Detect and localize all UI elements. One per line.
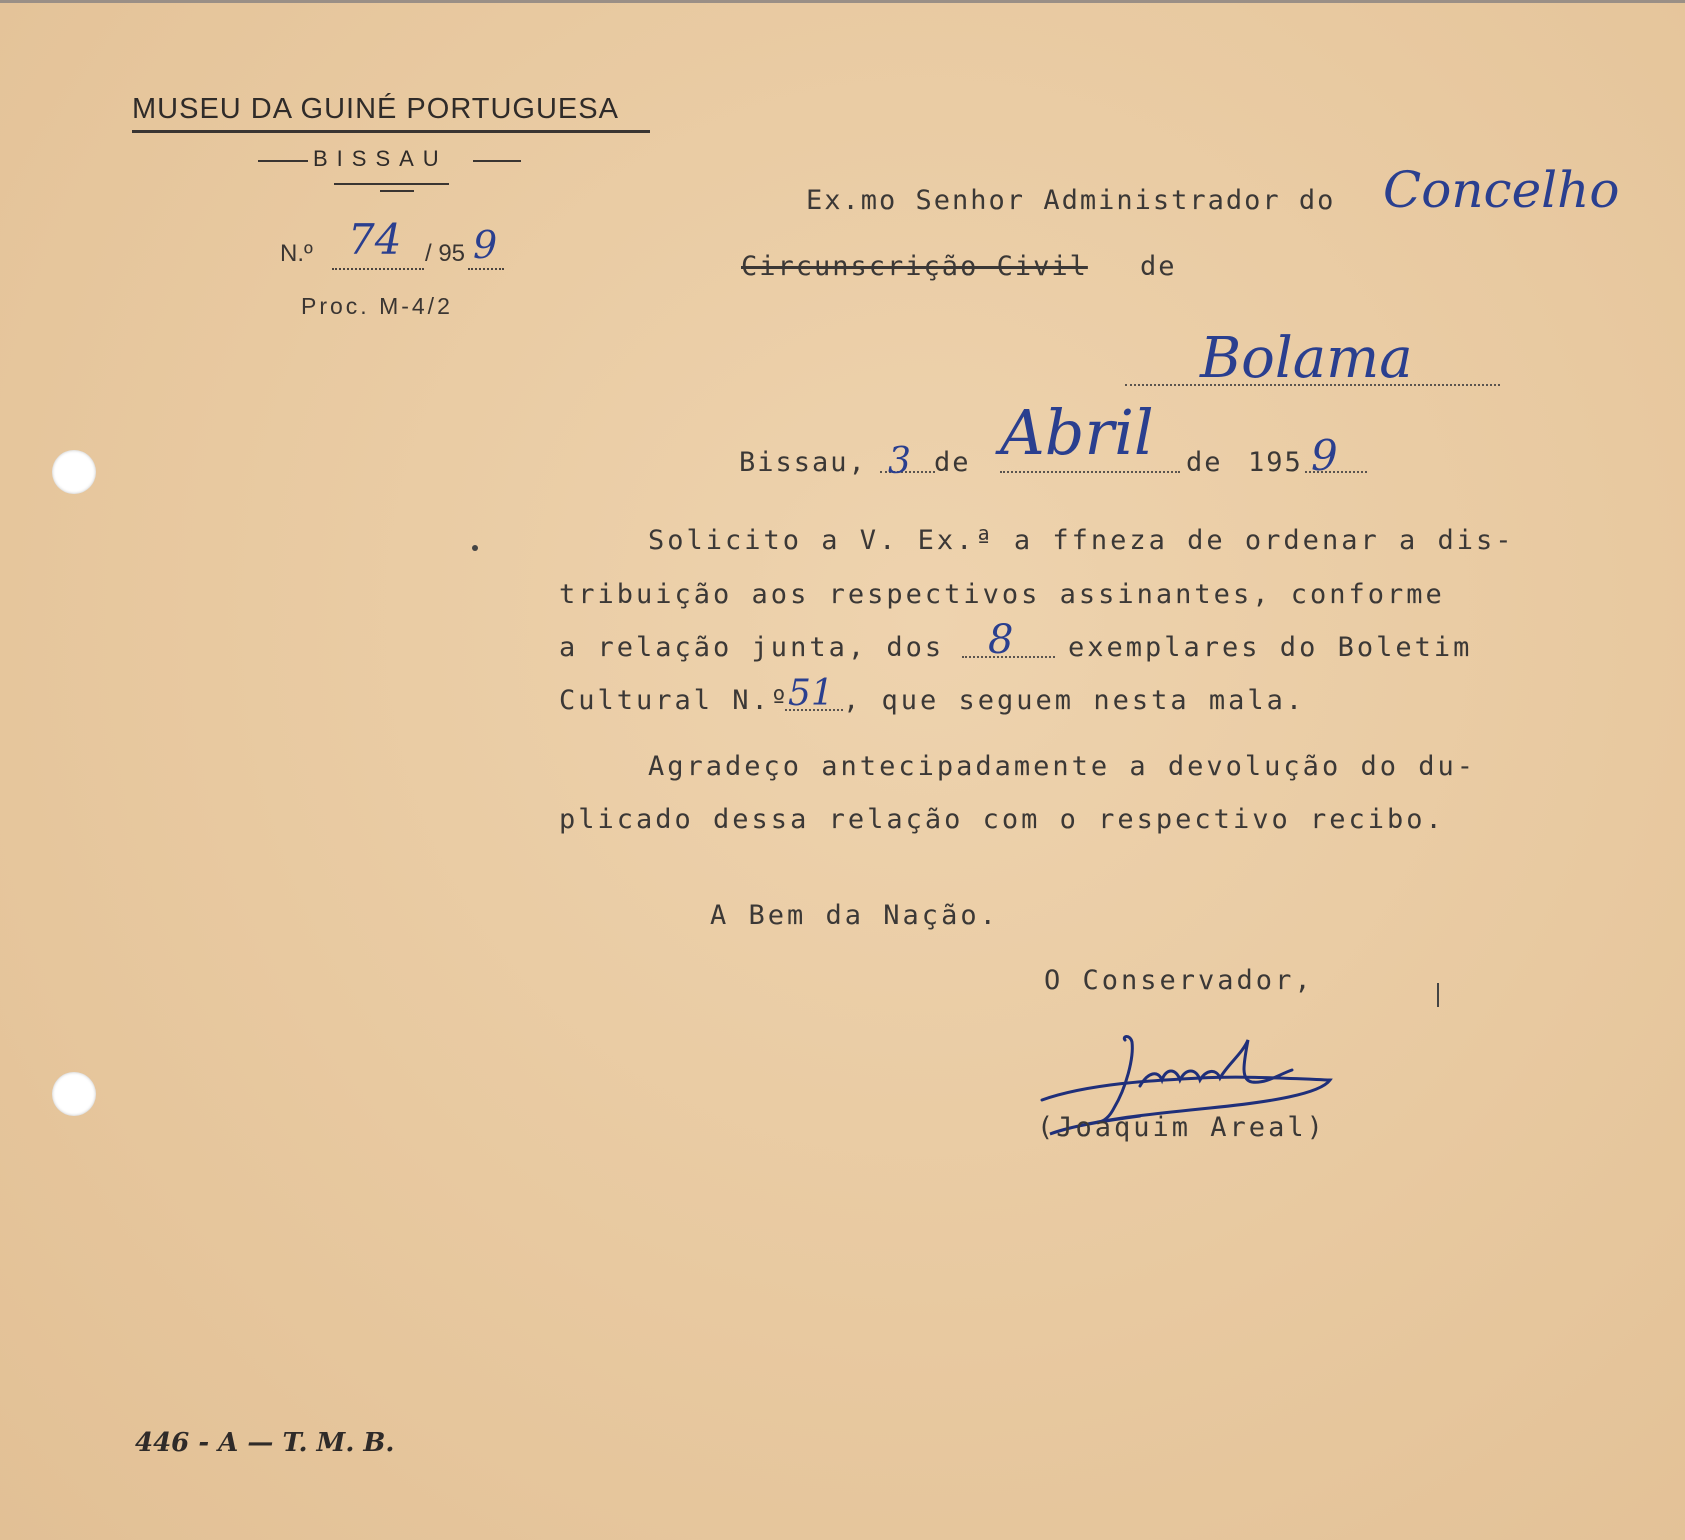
city-underline-short	[380, 190, 414, 192]
reference-number-dots	[332, 268, 424, 270]
city-rule-left	[258, 160, 308, 162]
signatory-title: O Conservador,	[1044, 965, 1314, 996]
date-de-2: de	[1186, 447, 1223, 478]
body-line-5: Agradeço antecipadamente a devolução do du-	[648, 751, 1476, 782]
copies-count: 8	[988, 617, 1014, 663]
body-line-3-after: exemplares do Boletim	[1068, 632, 1473, 663]
city-underline	[334, 183, 449, 185]
signatory-name: (Joaquim Areal)	[1037, 1112, 1326, 1143]
pencil-tick	[1437, 983, 1439, 1007]
date-month-dots	[1000, 471, 1180, 473]
reference-year-handwritten: 9	[473, 223, 498, 267]
body-line-6: plicado dessa relação com o respectivo recibo.	[559, 804, 1445, 835]
bulletin-number: 51	[788, 673, 834, 714]
city-name: BISSAU	[313, 146, 448, 171]
reference-year-dots	[468, 268, 504, 270]
struck-jurisdiction: Circunscrição Civil	[741, 251, 1088, 282]
reference-number-value: 74	[348, 215, 402, 264]
place-handwritten: Bolama	[1200, 326, 1413, 391]
closing-motto: A Bem da Nação.	[710, 900, 999, 931]
body-line-4-before: Cultural N.º	[559, 685, 791, 716]
process-reference: Proc. M-4/2	[301, 293, 453, 319]
body-line-2: tribuição aos respectivos assinantes, conforme	[559, 579, 1445, 610]
body-line-1: Solicito a V. Ex.ª a ffneza de ordenar a dis-	[648, 525, 1515, 556]
punch-hole-top	[52, 450, 96, 494]
city-rule-right	[473, 160, 521, 162]
reference-year-printed: / 95	[425, 240, 466, 267]
institution-name: MUSEU DA GUINÉ PORTUGUESA	[132, 93, 650, 133]
date-city: Bissau,	[739, 447, 867, 478]
ink-speck	[472, 545, 478, 551]
body-line-3-before: a relação junta, dos	[559, 632, 945, 663]
date-day: 3	[888, 441, 911, 482]
punch-hole-bottom	[52, 1072, 96, 1116]
recipient-handwritten: Concelho	[1383, 161, 1620, 219]
reference-number-label: N.º	[280, 240, 313, 267]
form-code: 446 - A — T. M. B.	[135, 1428, 395, 1458]
date-year-printed: 195	[1248, 447, 1303, 478]
salutation: Ex.mo Senhor Administrador do	[806, 185, 1336, 216]
date-month: Abril	[1000, 396, 1154, 469]
date-de-1: de	[934, 447, 971, 478]
date-year-handwritten: 9	[1311, 431, 1338, 480]
address-de: de	[1140, 251, 1177, 282]
body-line-4-after: , que seguem nesta mala.	[843, 685, 1306, 716]
